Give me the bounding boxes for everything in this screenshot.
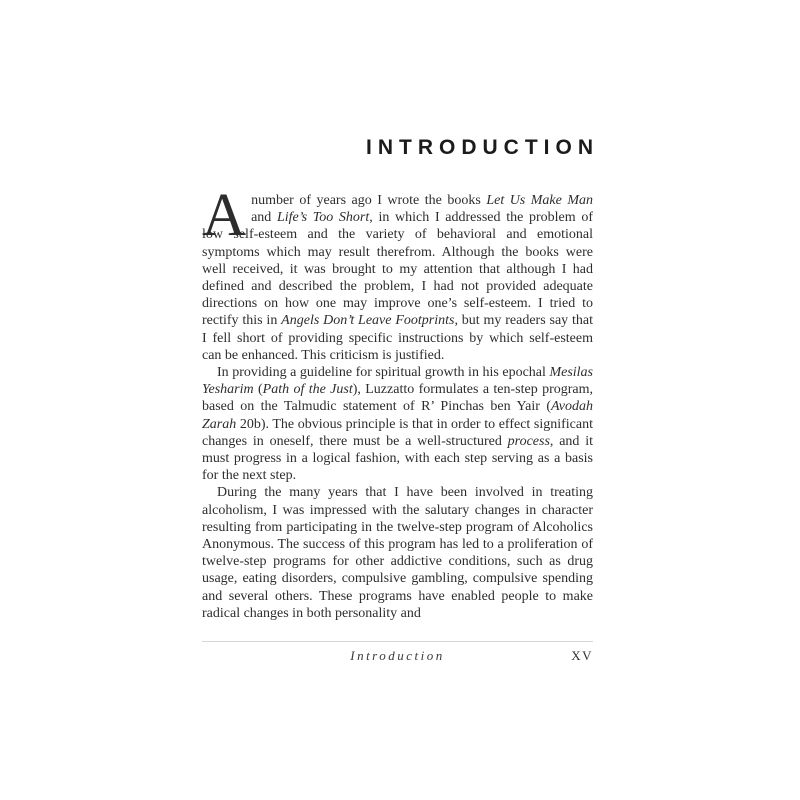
roman-text: , in which I addressed the problem of low self-esteem and the variety of behavioral and emotional symptoms which may result therefrom. Although the books were well received, it was brought to my attention that although I had defined and described the problem, I had not provided adequate directions on how one may improve one’s self-esteem. I tried to rectify this in — [202, 210, 593, 329]
body-text — [202, 182, 593, 622]
roman-text: number of years ago I wrote the books — [251, 193, 487, 208]
footer-rule — [202, 641, 593, 642]
paragraph-2 — [202, 364, 593, 484]
text-column — [202, 0, 599, 622]
italic-text: Let Us Make Man — [486, 193, 593, 208]
italic-text: process — [507, 433, 550, 449]
italic-text: Avodah Zarah — [202, 399, 593, 432]
paragraph-3 — [202, 484, 593, 622]
footer-row — [202, 648, 593, 664]
running-head: Introduction — [350, 648, 445, 663]
page-footer — [202, 641, 593, 664]
page-number: XV — [571, 648, 593, 663]
page-title: INTRODUCTION — [366, 136, 599, 159]
italic-text: Mesilas Yesharim — [202, 365, 593, 398]
roman-text: During the many years that I have been involved in treating alcoholism, I was impressed with the salutary changes in character resulting from participating in the twelve-step program of Alcoholics Anonymous. The success of this program has led to a proliferation of twelve-step programs for other addictive conditions, such as drug usage, eating disorders, compulsive gambling, compulsive spending and several others. These programs have enabled people to make radical changes in both personality and — [202, 485, 593, 621]
drop-cap: A — [202, 182, 247, 249]
roman-text: ), Luzzatto formulates a ten-step program, based on the Talmudic statement of R’ Pinchas ben Yair ( — [202, 382, 593, 415]
roman-text: , and it must progress in a logical fashion, with each step serving as a basis for the next step. — [202, 433, 593, 484]
roman-text: and — [251, 210, 277, 226]
roman-text: In providing a guideline for spiritual growth in his epochal — [217, 365, 550, 381]
roman-text: 20b). The obvious principle is that in order to effect significant changes in oneself, there must be a well-structured — [202, 416, 593, 449]
roman-text: ( — [253, 382, 263, 398]
roman-text: , but my readers say that I fell short of providing specific instructions by which self-esteem can be enhanced. This criticism is justified. — [202, 313, 593, 363]
italic-text: Angels Don’t Leave Footprints — [281, 313, 455, 329]
italic-text: Path of the Just — [262, 382, 353, 398]
paragraph-1 — [202, 182, 593, 364]
italic-text: Life’s Too Short — [276, 210, 370, 226]
